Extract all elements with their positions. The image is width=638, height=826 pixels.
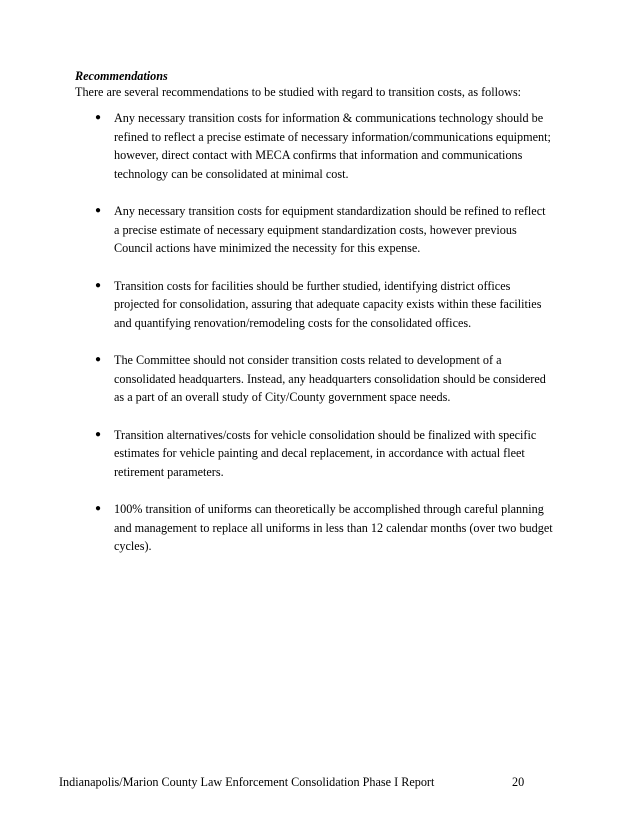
recommendation-item [93, 277, 573, 333]
recommendation-item [93, 426, 573, 482]
recommendation-line: a precise estimate of necessary equipment standardization costs, however previous [114, 222, 517, 237]
recommendation-line: Council actions have minimized the necessity for this expense. [114, 241, 421, 255]
recommendation-item [93, 109, 573, 183]
bullet-dot-icon: ● [95, 112, 102, 123]
recommendation-line: estimates for vehicle painting and decal replacement, in accordance with actual fleet [114, 446, 525, 460]
intro-paragraph: There are several recommendations to be studied with regard to transition costs, as follows: [75, 85, 522, 99]
section-heading: Recommendations [75, 69, 168, 83]
bullet-dot-icon: ● [95, 503, 102, 514]
recommendation-line: projected for consolidation, assuring that adequate capacity exists within these facilities [114, 297, 542, 311]
recommendations-list [93, 109, 573, 575]
recommendation-line: and management to replace all uniforms in less than 12 calendar months (over two budget [114, 520, 553, 535]
recommendation-line: as a part of an overall study of City/County government space needs. [114, 390, 451, 404]
bullet-dot-icon: ● [95, 354, 102, 365]
recommendation-line: cycles). [114, 539, 152, 553]
recommendation-line: consolidated headquarters. Instead, any headquarters consolidation should be considered [114, 371, 546, 386]
recommendation-line: Transition alternatives/costs for vehicle consolidation should be finalized with specific [114, 427, 537, 442]
footer-page-number: 20 [512, 775, 525, 789]
recommendation-line: The Committee should not consider transition costs related to development of a [114, 353, 502, 367]
recommendation-item [93, 351, 573, 407]
footer-report-title: Indianapolis/Marion County Law Enforcement Consolidation Phase I Report [59, 775, 435, 789]
recommendation-line: retirement parameters. [114, 464, 224, 479]
recommendation-line: Any necessary transition costs for information & communications technology should be [114, 111, 544, 125]
recommendation-item [93, 500, 573, 556]
recommendation-line: technology can be consolidated at minimal cost. [114, 166, 349, 181]
recommendation-line: Any necessary transition costs for equipment standardization should be refined to reflect [114, 204, 546, 218]
recommendation-line: refined to reflect a precise estimate of necessary information/communications equipment; [114, 129, 551, 144]
recommendation-line: however, direct contact with MECA confirms that information and communications [114, 148, 523, 162]
recommendation-line: 100% transition of uniforms can theoretically be accomplished through careful planning [114, 502, 544, 516]
recommendation-item [93, 202, 573, 258]
bullet-dot-icon: ● [95, 428, 102, 440]
bullet-dot-icon: ● [95, 279, 102, 291]
recommendation-line: Transition costs for facilities should be further studied, identifying district offices [114, 278, 511, 293]
bullet-dot-icon: ● [95, 205, 102, 216]
recommendation-line: and quantifying renovation/remodeling costs for the consolidated offices. [114, 315, 472, 330]
